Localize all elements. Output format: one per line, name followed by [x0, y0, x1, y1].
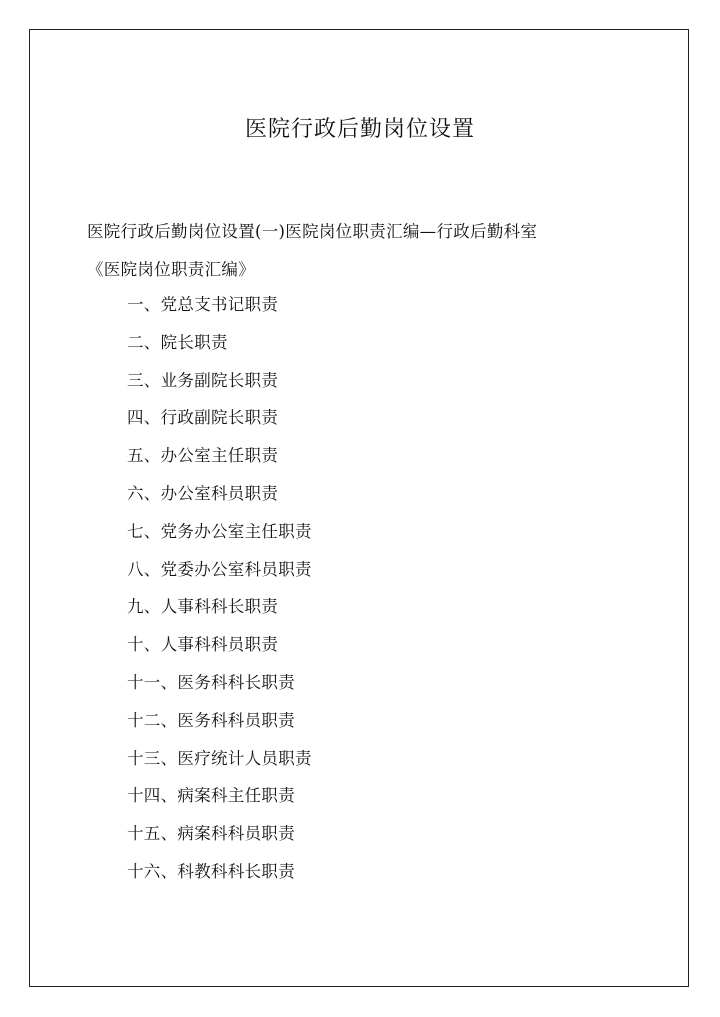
- document-title: 医院行政后勤岗位设置: [244, 117, 475, 142]
- toc-item: 九、人事科科长职责: [127, 597, 279, 617]
- toc-item: 五、办公室主任职责: [127, 446, 279, 466]
- toc-item: 一、党总支书记职责: [127, 295, 279, 314]
- toc-item: 二、院长职责: [127, 332, 228, 352]
- toc-item: 十五、病案科科员职责: [127, 824, 295, 844]
- toc-item: 十六、科教科科长职责: [127, 861, 295, 881]
- toc-item: 十四、病案科主任职责: [127, 786, 295, 806]
- toc-item: 四、行政副院长职责: [127, 408, 279, 428]
- toc-item: 三、业务副院长职责: [127, 370, 279, 390]
- toc-item: 八、党委办公室科员职责: [127, 559, 312, 579]
- intro-line-1: 医院行政后勤岗位设置(一)医院岗位职责汇编—行政后勤科室: [87, 222, 538, 241]
- toc-item: 十一、医务科科长职责: [127, 672, 295, 692]
- toc-item: 十、人事科科员职责: [127, 635, 279, 655]
- toc-item: 十三、医疗统计人员职责: [127, 748, 312, 768]
- intro-line-2: 《医院岗位职责汇编》: [87, 260, 255, 279]
- toc-item: 七、党务办公室主任职责: [127, 521, 312, 541]
- toc-item: 六、办公室科员职责: [127, 483, 279, 503]
- toc-item: 十二、医务科科员职责: [127, 710, 295, 730]
- toc-list: [127, 293, 312, 898]
